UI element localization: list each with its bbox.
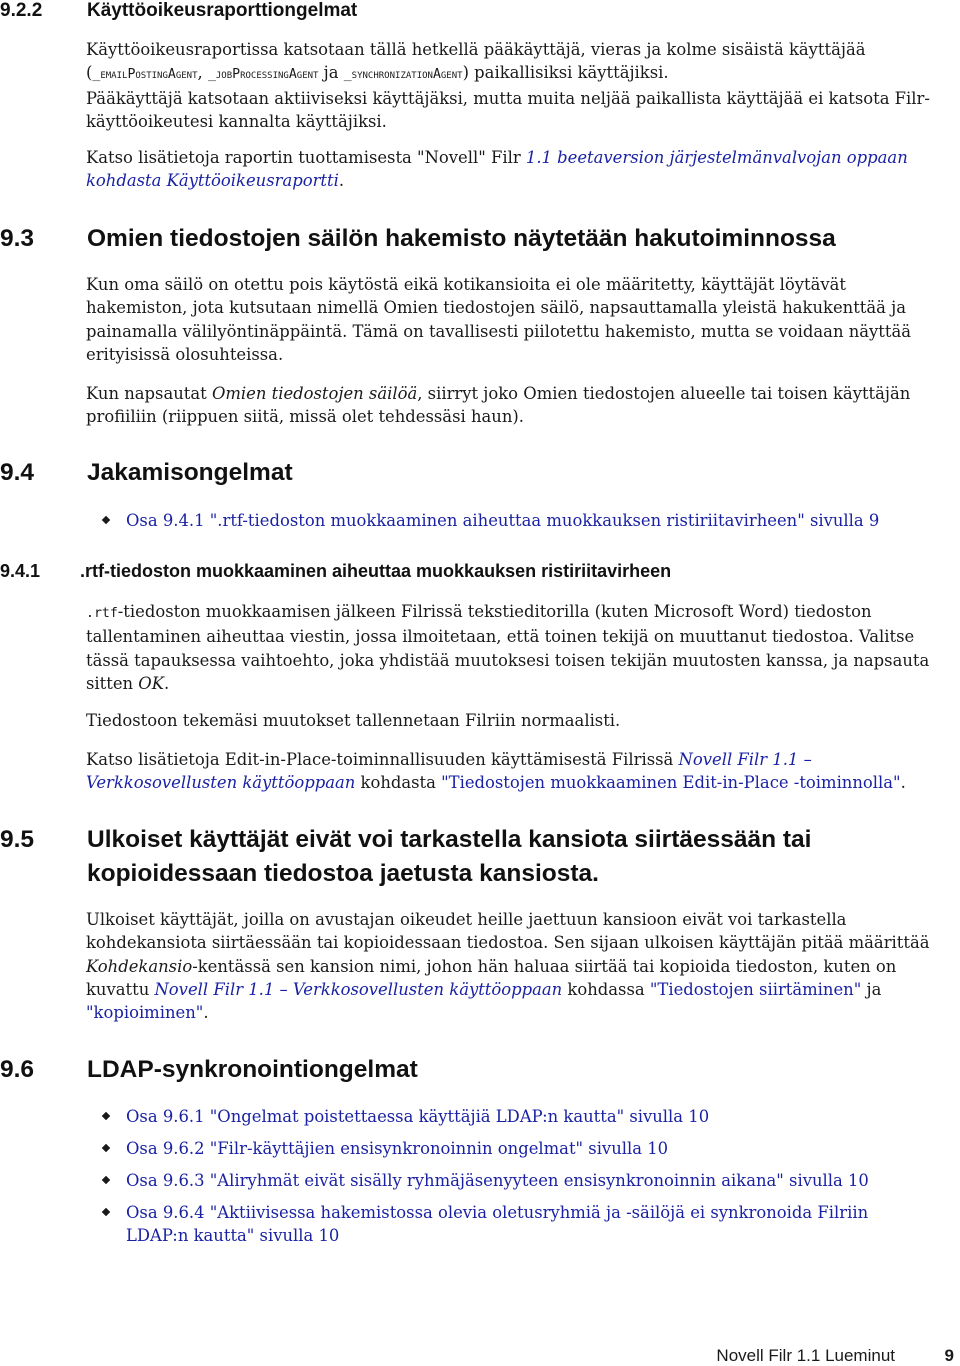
section-number: 9.2.2: [0, 0, 43, 21]
user-guide-link-cont[interactable]: Verkkosovellusten käyttöoppaan: [86, 773, 356, 793]
link-9-6-2[interactable]: Osa 9.6.2 "Filr-käyttäjien ensisynkronoinnin ongelmat" sivulla 10: [126, 1138, 669, 1158]
section-number: 9.3: [0, 225, 35, 252]
section-9-6-link-list: [103, 1105, 869, 1256]
footer-title: Novell Filr 1.1 Lueminut: [716, 1346, 895, 1365]
paragraph-report-more-info: [86, 146, 952, 193]
link-9-6-1[interactable]: Osa 9.6.1 "Ongelmat poistettaessa käyttäjiä LDAP:n kautta" sivulla 10: [126, 1107, 710, 1126]
section-title: .rtf-tiedoston muokkaaminen aiheuttaa muokkauksen ristiriitavirheen: [80, 561, 672, 581]
section-title: Jakamisongelmat: [87, 459, 293, 486]
list-item: [103, 1201, 869, 1248]
code-sync-agent: _synchronizationAgent: [343, 67, 463, 83]
section-title: LDAP-synkronointiongelmat: [87, 1056, 418, 1083]
link-9-6-4[interactable]: Osa 9.6.4 "Aktiivisessa hakemistossa olevia oletusryhmiä ja -säilöjä ei synkronoida Filriin: [126, 1202, 869, 1222]
text-line: hakemiston, jota kutsutaan nimellä Omien tiedostojen säilö, napsauttamalla yleistä hakukenttää ja: [86, 298, 906, 318]
copying-link[interactable]: "kopioiminen": [86, 1003, 204, 1023]
user-guide-link[interactable]: Novell Filr 1.1 – Verkkosovellusten käyttöoppaan: [154, 979, 563, 999]
page-number: 9: [944, 1346, 954, 1365]
text-line: Katso lisätietoja Edit-in-Place-toiminnallisuuden käyttämisestä Filrissä Novell Filr 1.1 –: [86, 750, 812, 769]
list-item: [103, 1169, 869, 1192]
paragraph-saved-normally: [86, 709, 952, 732]
emphasis-my-files: Omien tiedostojen säilöä: [211, 384, 418, 403]
diamond-bullet-icon: [102, 1144, 110, 1152]
user-guide-link[interactable]: Novell Filr 1.1 –: [678, 750, 812, 769]
diamond-bullet-icon: [102, 516, 110, 524]
paragraph-my-files-directory: [86, 273, 952, 366]
text-line: kohdekansiota siirtäessään tai kopioidessaan tiedostoa. Sen sijaan ulkoisen käyttäjän pitää määrittää: [86, 933, 930, 953]
text-line: käyttöoikeutesi kannalta käyttäjiksi.: [86, 111, 387, 131]
text-line: kohdasta Käyttöoikeusraportti.: [86, 171, 345, 191]
text-line: profiiliin (riippuen siitä, missä olet tehdessäsi haun).: [86, 407, 524, 427]
link-9-6-4-cont[interactable]: LDAP:n kautta" sivulla 10: [126, 1225, 340, 1245]
emphasis-ok: OK: [138, 673, 164, 693]
text-line: Tiedostoon tekemäsi muutokset tallennetaan Filriin normaalisti.: [86, 711, 621, 730]
paragraph-report-scope: [86, 38, 952, 133]
paragraph-edit-in-place-info: [86, 748, 952, 795]
text-line: kuvattu Novell Filr 1.1 – Verkkosovellusten käyttöoppaan kohdassa "Tiedostojen siirtäminen" ja: [86, 979, 882, 999]
list-item: [103, 1105, 869, 1128]
text-line: Käyttöoikeusraportissa katsotaan tällä hetkellä pääkäyttäjä, vieras ja kolme sisäistä käyttäjää: [86, 40, 866, 59]
section-title-line-1: Ulkoiset käyttäjät eivät voi tarkastella kansiota siirtäessään tai: [87, 826, 812, 853]
paragraph-my-files-click: [86, 382, 952, 429]
link-9-6-3[interactable]: Osa 9.6.3 "Aliryhmät eivät sisälly ryhmäjäsenyyteen ensisynkronoinnin aikana" sivulla 10: [126, 1170, 869, 1190]
admin-guide-link[interactable]: 1.1 beetaversion järjestelmänvalvojan oppaan: [525, 148, 908, 167]
section-number: 9.4.1: [0, 561, 41, 581]
link-9-4-1[interactable]: Osa 9.4.1 ".rtf-tiedoston muokkaaminen aiheuttaa muokkauksen ristiriitavirheen" sivulla 9: [126, 511, 880, 530]
page-footer: [0, 1346, 960, 1366]
code-email-agent: _emailPostingAgent: [92, 67, 198, 83]
section-title: Käyttöoikeusraporttiongelmat: [87, 0, 358, 21]
text-line: tallentaminen aiheuttaa viestin, jossa ilmoitetaan, että toinen tekijä on muuttanut tiedostoa. Valitse: [86, 627, 915, 647]
section-number: 9.6: [0, 1056, 35, 1083]
paragraph-external-users: [86, 908, 952, 1024]
text-line: .rtf-tiedoston muokkaamisen jälkeen Filrissä tekstieditorilla (kuten Microsoft Word) tiedoston: [86, 602, 872, 621]
text-line: Katso lisätietoja raportin tuottamisesta "Novell" Filr 1.1 beetaversion järjestelmänvalvojan oppaan: [86, 148, 908, 167]
text-line: tässä tapauksessa vaihtoehto, joka yhdistää muutoksesi toisen tekijän muutosten kanssa, ja napsauta: [86, 650, 930, 670]
text-line: Kun napsautat Omien tiedostojen säilöä, siirryt joko Omien tiedostojen alueelle tai toisen käyttäjän: [86, 384, 911, 403]
section-title-line-2: kopioidessaan tiedostoa jaetusta kansiosta.: [87, 860, 599, 887]
text-line: painamalla välilyöntinäppäintä. Tämä on tavallisesti piilotettu hakemisto, mutta se voidaan näyttää: [86, 321, 912, 341]
section-9-4-link-list: [103, 509, 879, 541]
list-item: [103, 1137, 869, 1160]
edit-in-place-link[interactable]: "Tiedostojen muokkaaminen Edit-in-Place -toiminnolla": [441, 773, 901, 793]
moving-files-link[interactable]: "Tiedostojen siirtäminen": [649, 979, 862, 999]
license-report-link[interactable]: kohdasta Käyttöoikeusraportti: [86, 171, 339, 191]
text-line: Ulkoiset käyttäjät, joilla on avustajan oikeudet heille jaettuun kansioon eivät voi tarkastella: [86, 910, 847, 929]
diamond-bullet-icon: [102, 1207, 110, 1215]
text-line: Pääkäyttäjä katsotaan aktiiviseksi käyttäjäksi, mutta muita neljää paikallista käyttäjää ei katsota Filr-: [86, 88, 930, 108]
diamond-bullet-icon: [102, 1112, 110, 1120]
code-job-agent: _jobProcessingAgent: [207, 67, 319, 83]
paragraph-rtf-conflict: [86, 600, 952, 695]
code-rtf: .rtf: [86, 606, 118, 621]
text-line: Verkkosovellusten käyttöoppaan kohdasta "Tiedostojen muokkaaminen Edit-in-Place -toiminnolla".: [86, 773, 906, 793]
diamond-bullet-icon: [102, 1176, 110, 1184]
text-line: Kohdekansio-kentässä sen kansion nimi, johon hän haluaa siirtää tai kopioida tiedoston, kuten on: [86, 956, 897, 976]
text-line: Kun oma säilö on otettu pois käytöstä eikä kotikansioita ei ole määritetty, käyttäjät löytävät: [86, 275, 846, 294]
section-number: 9.4: [0, 459, 35, 486]
list-item: [103, 509, 879, 532]
text-line: sitten OK.: [86, 673, 170, 693]
text-line: "kopioiminen".: [86, 1003, 209, 1023]
section-number: 9.5: [0, 826, 35, 853]
text-line: (_emailPostingAgent, _jobProcessingAgent ja _synchronizationAgent) paikallisiksi käyttäjiksi.: [86, 63, 669, 83]
emphasis-target-folder: Kohdekansio: [86, 956, 193, 976]
text-line: erityisissä olosuhteissa.: [86, 344, 284, 364]
section-title: Omien tiedostojen säilön hakemisto näytetään hakutoiminnossa: [87, 225, 836, 252]
